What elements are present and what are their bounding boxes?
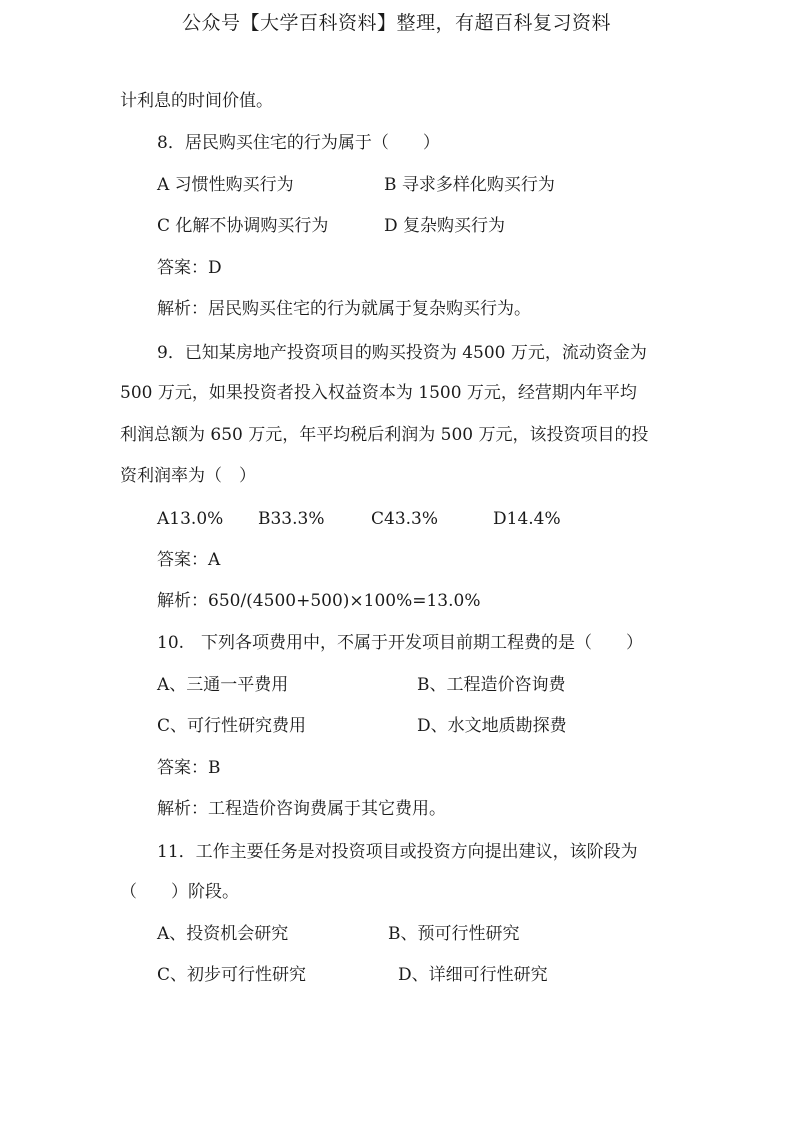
q11-option-a: A、投资机会研究 (157, 924, 289, 944)
q9-option-c: C43.3% (371, 509, 439, 529)
q10-option-b: B、工程造价咨询费 (417, 675, 566, 695)
q10-option-c: C、可行性研究费用 (157, 716, 307, 736)
page-header: 公众号【大学百科资料】整理，有超百科复习资料 (181, 12, 611, 34)
q10-analysis: 解析：工程造价咨询费属于其它费用。 (157, 799, 446, 819)
q9-analysis: 解析：650/(4500+500)×100%=13.0% (157, 591, 481, 611)
q11-option-c: C、初步可行性研究 (157, 965, 307, 985)
q8-option-c: C 化解不协调购买行为 (157, 216, 329, 236)
q10-option-a: A、三通一平费用 (157, 675, 289, 695)
q10-option-d: D、水文地质勘探费 (417, 716, 567, 736)
q8-option-d: D 复杂购买行为 (384, 216, 506, 236)
q9-option-b: B33.3% (258, 509, 325, 529)
q8-stem: 8．居民购买住宅的行为属于（ ） (157, 133, 440, 153)
q9-stem-line-3: 利润总额为 650 万元，年平均税后利润为 500 万元，该投资项目的投 (120, 425, 649, 445)
q9-option-a: A13.0% (157, 509, 224, 529)
q11-option-b: B、预可行性研究 (388, 924, 520, 944)
q10-answer: 答案：B (157, 758, 221, 778)
q9-stem-line-4: 资利润率为（ ） (120, 466, 256, 486)
q9-stem-line-2: 500 万元，如果投资者投入权益资本为 1500 万元，经营期内年平均 (120, 383, 637, 403)
q9-answer: 答案：A (157, 550, 221, 570)
q11-option-d: D、详细可行性研究 (398, 965, 548, 985)
q8-analysis: 解析：居民购买住宅的行为就属于复杂购买行为。 (157, 299, 531, 319)
q11-stem-line-2: （ ）阶段。 (120, 882, 239, 902)
q9-stem-line-1: 9．已知某房地产投资项目的购买投资为 4500 万元，流动资金为 (157, 343, 647, 363)
q11-stem-line-1: 11．工作主要任务是对投资项目或投资方向提出建议，该阶段为 (157, 842, 638, 862)
q9-option-d: D14.4% (493, 509, 561, 529)
q10-stem: 10. 下列各项费用中，不属于开发项目前期工程费的是（ ） (157, 633, 644, 653)
continuation-text: 计利息的时间价值。 (120, 91, 273, 111)
q8-option-a: A 习惯性购买行为 (157, 175, 294, 195)
q8-option-b: B 寻求多样化购买行为 (384, 175, 555, 195)
q8-answer: 答案：D (157, 258, 222, 278)
